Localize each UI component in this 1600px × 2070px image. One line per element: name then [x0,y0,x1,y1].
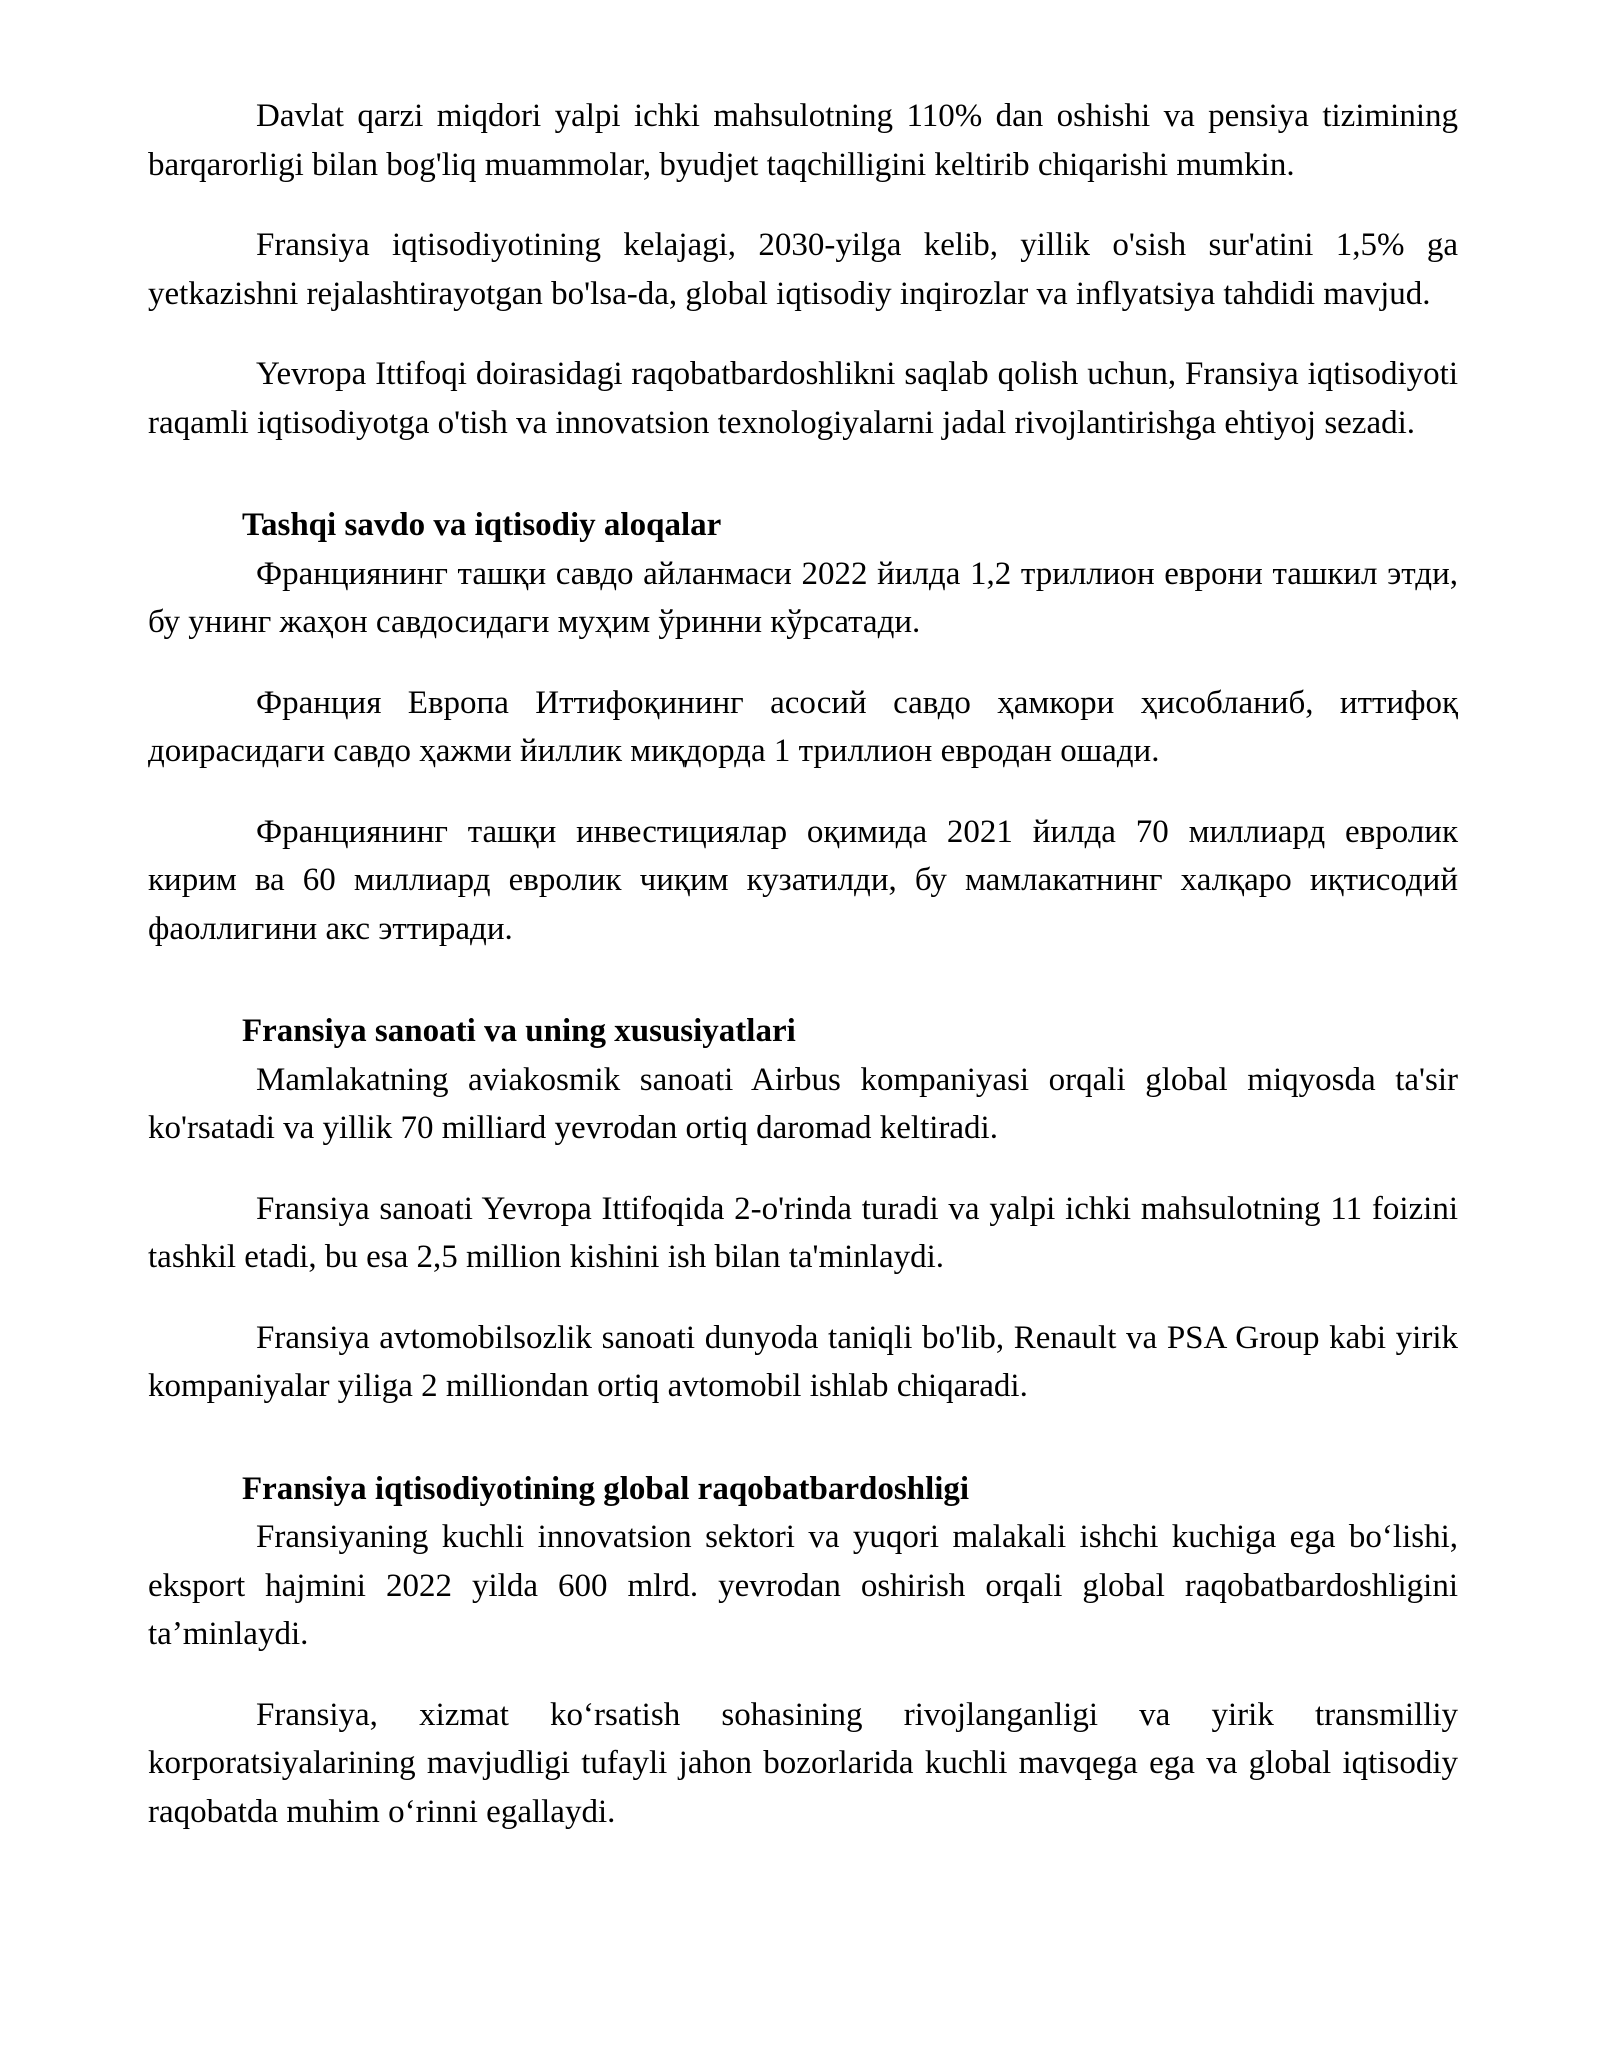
section-heading: Fransiya sanoati va uning xususiyatlari [242,1013,796,1049]
paragraph: Davlat qarzi miqdori yalpi ichki mahsulotning 110% dan oshishi va pensiya tizimining barqarorligi bilan bog'liq muammolar, byudjet taqchilligini keltirib chiqarishi mumkin. [148,98,1458,183]
paragraph: Fransiya, xizmat koʻrsatish sohasining rivojlanganligi va yirik transmilliy korporatsiyalarining mavjudligi tufayli jahon bozorlarida kuchli mavqega ega va global iqtisodiy raqobatda muhim oʻrinni egallaydi. [148,1696,1458,1830]
paragraph: Fransiya iqtisodiyotining kelajagi, 2030-yilga kelib, yillik o'sish sur'atini 1,5% ga yetkazishni rejalashtirayotgan bo'lsa-da, global iqtisodiy inqirozlar va inflyatsiya tahdidi mavjud. [148,227,1458,312]
paragraph: Fransiya avtomobilsozlik sanoati dunyoda taniqli bo'lib, Renault va PSA Group kabi yirik kompaniyalar yiliga 2 milliondan ortiq avtomobil ishlab chiqaradi. [148,1319,1458,1404]
document-page [148,92,1458,1836]
paragraph: Франциянинг ташқи инвестициялар оқимида 2021 йилда 70 миллиард евролик кирим ва 60 миллиард евролик чиқим кузатилди, бу мамлакатнинг халқаро иқтисодий фаоллигини акс эттиради. [148,813,1458,947]
paragraph: Франция Европа Иттифоқининг асосий савдо ҳамкори ҳисобланиб, иттифоқ доирасидаги савдо ҳажми йиллик миқдорда 1 триллион евродан ошади. [148,684,1458,769]
paragraph: Fransiya sanoati Yevropa Ittifoqida 2-o'rinda turadi va yalpi ichki mahsulotning 11 foizini tashkil etadi, bu esa 2,5 million kishini ish bilan ta'minlaydi. [148,1190,1458,1275]
paragraph: Fransiyaning kuchli innovatsion sektori va yuqori malakali ishchi kuchiga ega boʻlishi, eksport hajmini 2022 yilda 600 mlrd. yevrodan oshirish orqali global raqobatbardoshligini taʼminlaydi. [148,1519,1458,1652]
paragraph: Франциянинг ташқи савдо айланмаси 2022 йилда 1,2 триллион еврони ташкил этди, бу унинг жаҳон савдосидаги муҳим ўринни кўрсатади. [148,555,1458,640]
section-heading: Tashqi savdo va iqtisodiy aloqalar [242,507,722,543]
section-heading: Fransiya iqtisodiyotining global raqobatbardoshligi [242,1470,970,1507]
paragraph: Yevropa Ittifoqi doirasidagi raqobatbardoshlikni saqlab qolish uchun, Fransiya iqtisodiyoti raqamli iqtisodiyotga o'tish va innovatsion texnologiyalarni jadal rivojlantirishga ehtiyoj sezadi. [148,356,1458,441]
paragraph: Mamlakatning aviakosmik sanoati Airbus kompaniyasi orqali global miqyosda ta'sir ko'rsatadi va yillik 70 milliard yevrodan ortiq daromad keltiradi. [148,1061,1458,1146]
